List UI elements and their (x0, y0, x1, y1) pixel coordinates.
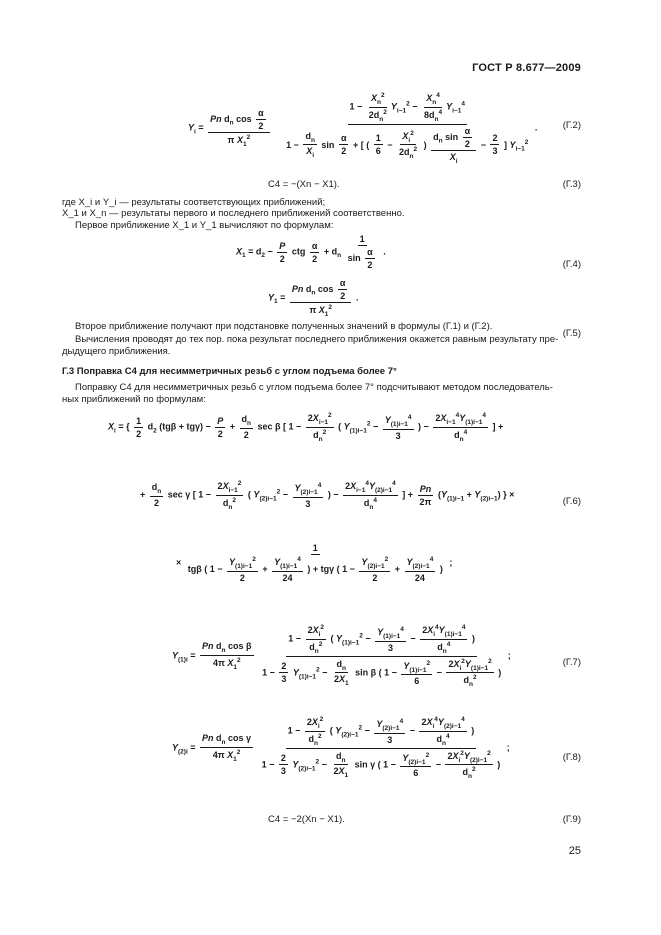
page-number: 25 (568, 845, 581, 857)
eq-number-g3: (Г.3) (562, 179, 581, 190)
eq-number-g8: (Г.8) (562, 752, 581, 763)
paragraph-line-1: Поправку C4 для несимметричных резьб с углом подъема более 7° подсчитывают методом последователь- (75, 382, 553, 393)
formula-g6-line3: × 1 tgβ ( 1 − $\frac{Y_{(1)i-1}^2}{2}$ + $\frac{Y_{(1)i-1}^4}{24}$ ) + tgγ ( 1 − $\frac{Y_{(2)i-1}^2}{2}$ + $\frac{Y_{(2)i-1}^4}{24}$ ) ; (176, 543, 453, 583)
eq-number-g2: (Г.2) (562, 120, 581, 131)
formula-g7: $Y_{(1)i}$ = $\frac{Pn d_n \cos \beta}{4\pi X_1^2}$ 1 − $\frac{2X_i^2}{d_n^2}$ ( $Y_{(1)i-1}^2$ − $\frac{Y_{(1)i-1}^4}{3}$ − $\frac{2X_i^4Y_{(1)i-1}^4}{d_n^4}$ ) 1 − $\frac{2}{3}$ $Y_{(1)i-1}^2$ − $\frac{d_n}{2X_1}$ sin β ( 1 − $\frac{Y_{(1)i-1}^2}{6}$ − $\frac{2X_i^2Y_{(1)i-1}^2}{d_n^2}$ ) ; (172, 624, 511, 689)
paragraph-line-2: ных приближений по формулам: (62, 394, 206, 405)
formula-g6-line1: $X_i$ = { $\frac{1}{2}$ $d_2$ (tgβ + tgγ) − $\frac{P}{2}$ + $\frac{d_n}{2}$ sec β [ 1 − $\frac{2X_{i-1}^2}{d_n^2}$ ( $Y_{(1)i-1}^2$ − $\frac{Y_{(1)i-1}^4}{3}$ ) − $\frac{2X_{i-1}^4Y_{(1)i-1}^4}{d_n^4}$ ] + (108, 412, 504, 443)
second-approx-line: Второе приближение получают при подстановке полученных значений в формулы (Г.1) и (Г.2). (75, 321, 493, 332)
formula-g5: $Y_1$ = Pn $d_n$ cos $\frac{\alpha}{2}$ π $X_1^2$ . (268, 278, 359, 318)
eq-number-g9: (Г.9) (562, 814, 581, 825)
first-approx-line: Первое приближение X_1 и Y_1 вычисляют по формулам: (75, 220, 334, 231)
document-header: ГОСТ Р 8.677—2009 (472, 62, 581, 74)
formula-g9: C4 = −2(Xn − X1). (268, 814, 345, 825)
formula-g2: $Y_i$ = Pn $d_n$ cos $\frac{\alpha}{2}$ π $X_1^2$ 1 − $\frac{X_n^2}{2d_n^2}$ $Y_{i-1}^2$ − $\frac{X_n^4}{8d_n^4}$ $Y_{i-1}^4$ 1 − $\frac{d_n}{X_i}$ sin $\frac{\alpha}{2}$ + [ ( $\frac{1}{6}$ − $\frac{X_i^2}{2d_n^2}$ ) $d_n$ sin $\frac{\alpha}{2}$ $X_i$ − $\frac{2}{3}$ ] $Y_{i-1}^2$ . (188, 92, 538, 165)
eq-number-g6: (Г.6) (562, 496, 581, 507)
calc-line-2: дыдущего приближения. (62, 346, 171, 357)
section-title: Г.3 Поправка C4 для несимметричных резьб с углом подъема более 7° (62, 366, 397, 377)
eq-number-g5: (Г.5) (562, 328, 581, 339)
x1-xn-line: X_1 и X_n — результаты первого и последнего приближений соответственно. (62, 208, 405, 219)
calc-line-1: Вычисления проводят до тех пор. пока результат последнего приближения окажется равным результату пре- (75, 334, 559, 345)
formula-g6-line2: + $\frac{d_n}{2}$ sec γ [ 1 − $\frac{2X_{i-1}^2}{d_n^2}$ ( $Y_{(2)i-1}^2$ − $\frac{Y_{(2)i-1}^4}{3}$ ) − $\frac{2X_{i-1}^4Y_{(2)i-1}^4}{d_n^4}$ ] + $\frac{Pn}{2\pi}$ $(Y_{(1)i-1} + Y_{(2)i-1})$ } × (140, 480, 515, 511)
formula-g4: $X_1 = d_2$ − $\frac{P}{2}$ ctg $\frac{\alpha}{2}$ + $d_n$ 1 sin $\frac{\alpha}{2}$ . (236, 234, 386, 270)
eq-number-g7: (Г.7) (562, 657, 581, 668)
where-line: где X_i и Y_i — результаты соответствующих приближений; (62, 197, 326, 208)
formula-g3: C4 = −(Xn − X1). (268, 179, 340, 190)
formula-g8: $Y_{(2)i}$ = $\frac{Pn d_n \cos \gamma}{4\pi X_1^2}$ 1 − $\frac{2X_i^2}{d_n^2}$ ( $Y_{(2)i-1}^2$ − $\frac{Y_{(2)i-1}^4}{3}$ − $\frac{2X_i^4Y_{(2)i-1}^4}{d_n^4}$ ) 1 − $\frac{2}{3}$ $Y_{(2)i-1}^2$ − $\frac{d_n}{2X_1}$ sin γ ( 1 − $\frac{Y_{(2)i-1}^2}{6}$ − $\frac{2X_i^2Y_{(2)i-1}^2}{d_n^2}$ ) ; (172, 716, 510, 781)
eq-number-g4: (Г.4) (562, 259, 581, 270)
